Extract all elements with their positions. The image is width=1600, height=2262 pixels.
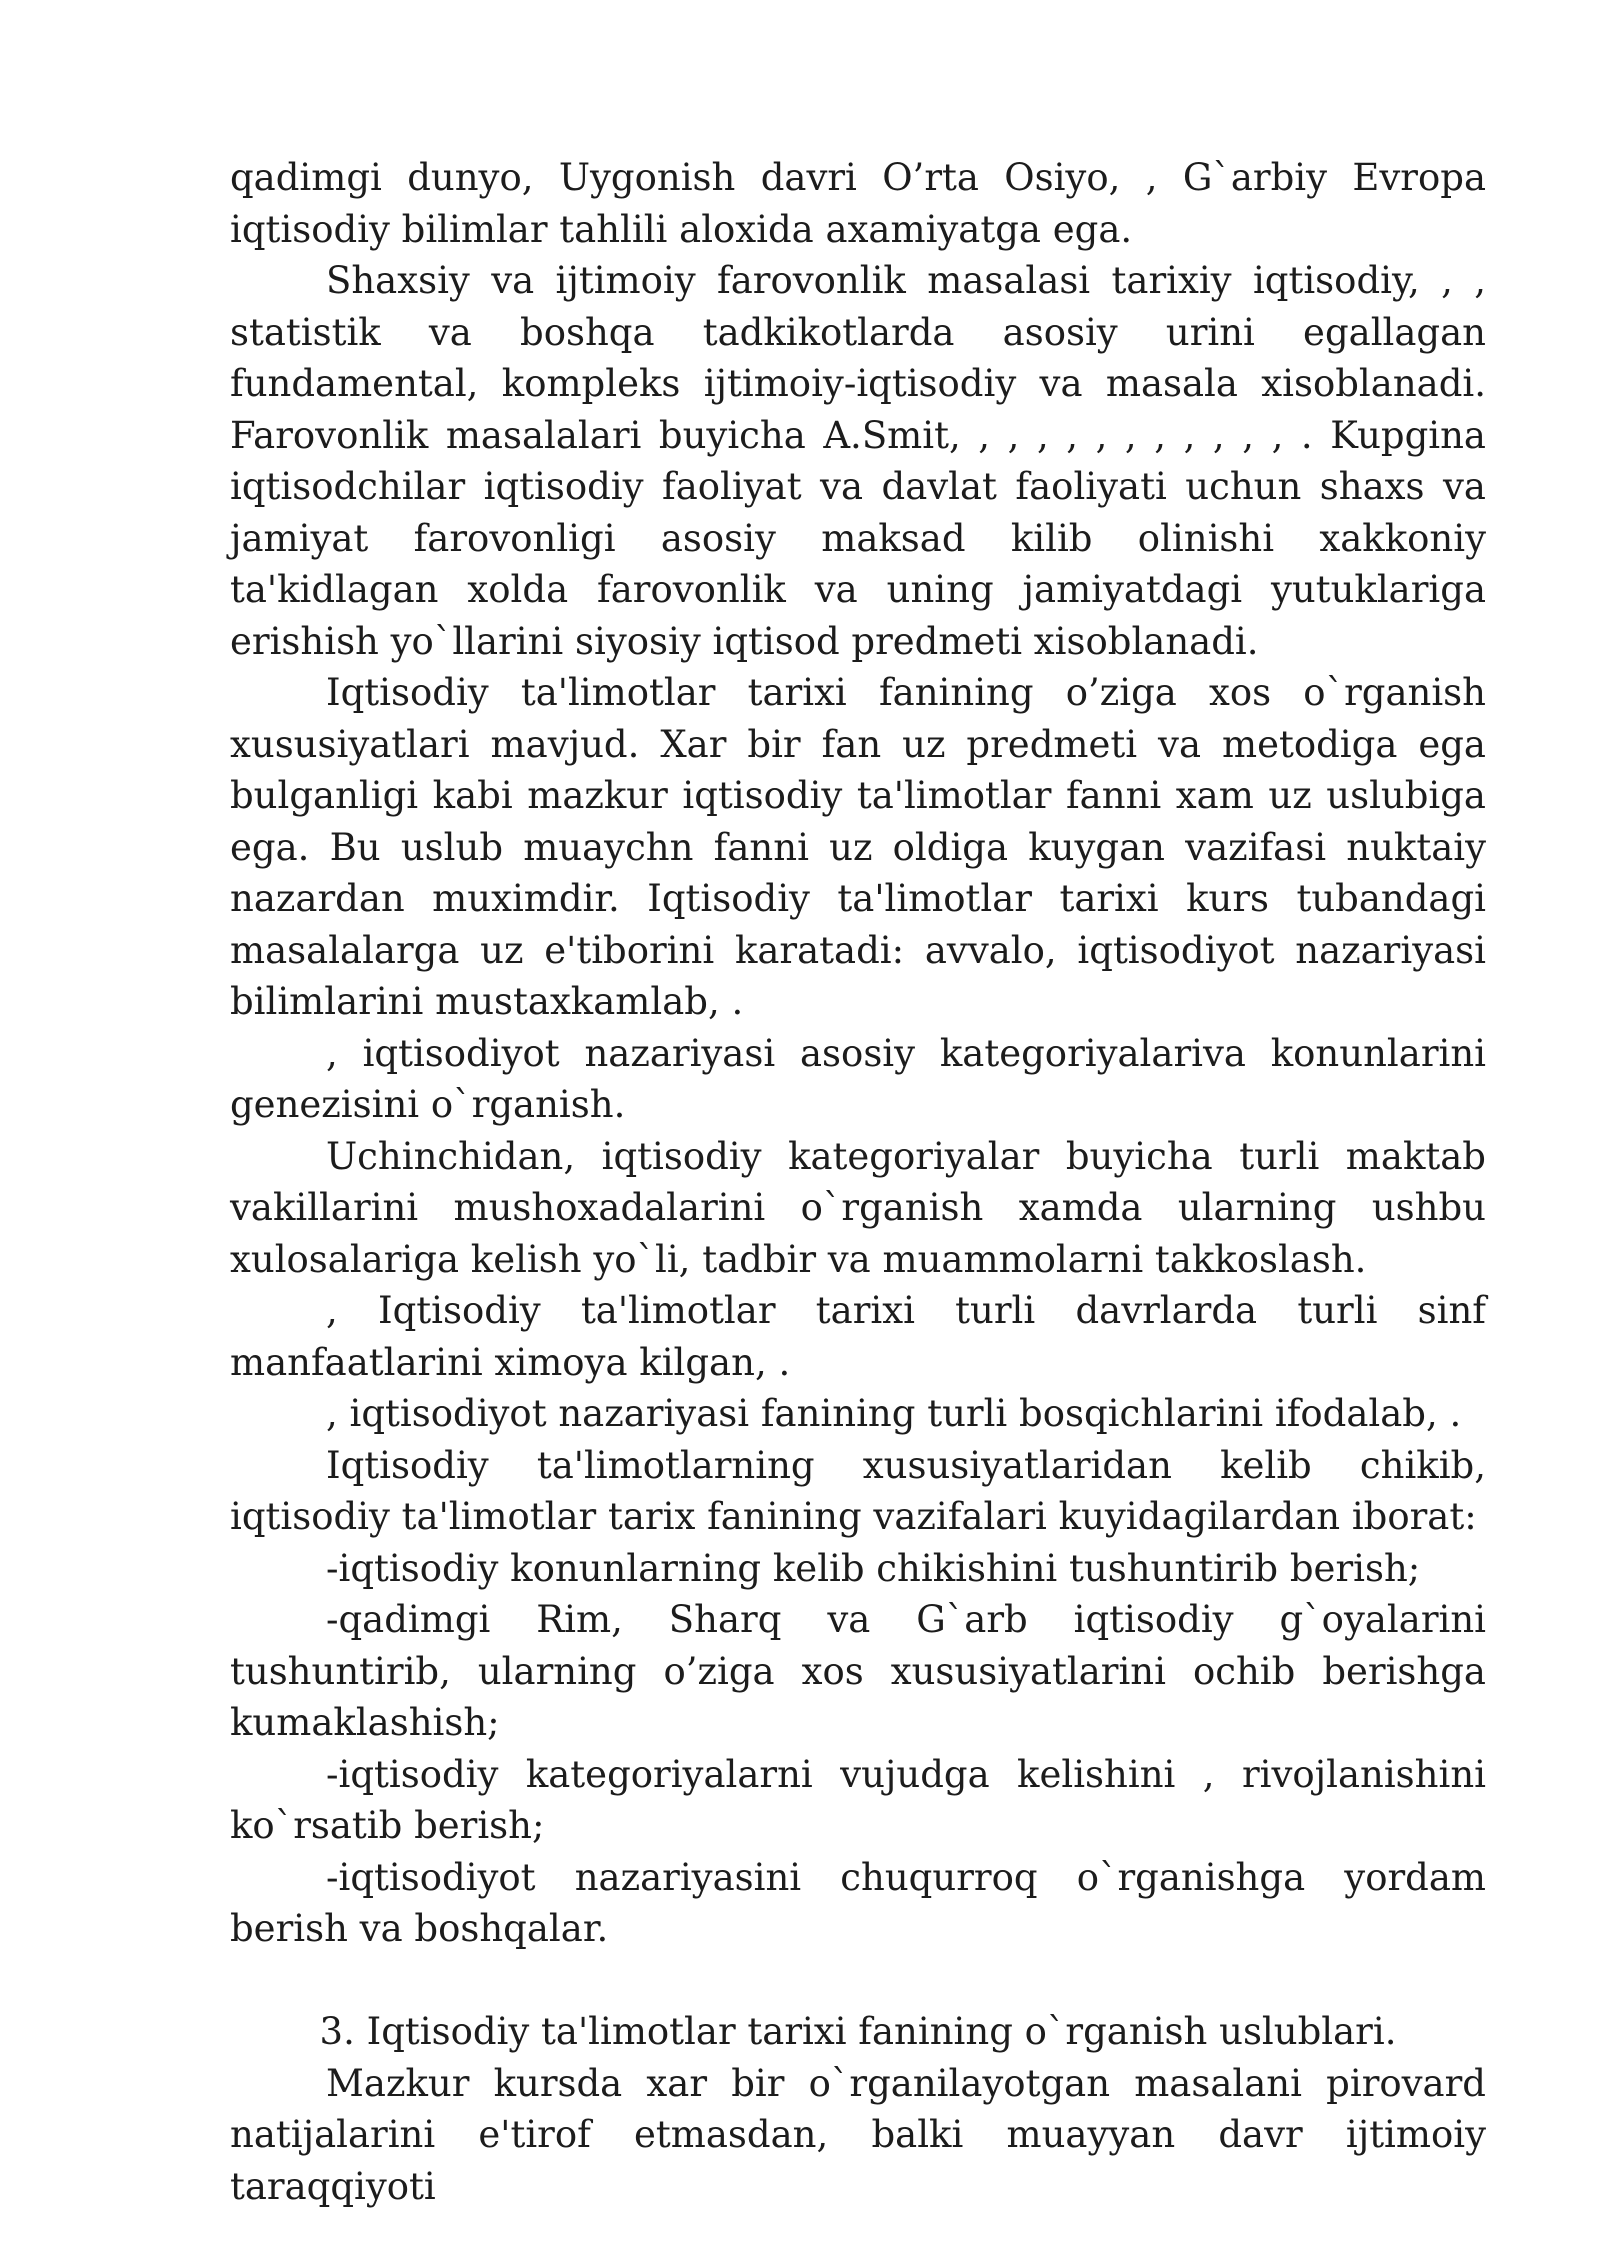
paragraph-6: , Iqtisodiy ta'limotlar tarixi turli davrlarda turli sinf manfaatlarini ximoya kilgan, .: [230, 1289, 1486, 1384]
closing-paragraph: Mazkur kursda xar bir o`rganilayotgan masalani pirovard natijalarini e'tirof etmasdan, balki muayyan davr ijtimoiy taraqqiyoti: [230, 2061, 1486, 2208]
paragraph-2: Shaxsiy va ijtimoiy farovonlik masalasi tarixiy iqtisodiy, , , statistik va boshqa tadkikotlarda asosiy urini egallagan fundamental, kompleks ijtimoiy-iqtisodiy va masala xisoblanadi. Farovonlik masalalari buyicha A.Smit, , , , , , , , , , , , . Kupgina iqtisodchilar iqtisodiy faoliyat va davlat faoliyati uchun shaxs va jamiyat farovonligi asosiy maksad kilib olinishi xakkoniy ta'kidlagan xolda farovonlik va uning jamiyatdagi yutuklariga erishish yo`llarini siyosiy iqtisod predmeti xisoblanadi.: [230, 259, 1486, 663]
section-heading: 3. Iqtisodiy ta'limotlar tarixi fanining o`rganish uslublari.: [319, 2010, 1397, 2053]
list-item-2: -qadimgi Rim, Sharq va G`arb iqtisodiy g`oyalarini tushuntirib, ularning o’ziga xos xususiyatlarini ochib berishga kumaklashish;: [230, 1598, 1486, 1744]
paragraph-5: Uchinchidan, iqtisodiy kategoriyalar buyicha turli maktab vakillarini mushoxadalarini o`rganish xamda ularning ushbu xulosalariga kelish yo`li, tadbir va muammolarni takkoslash.: [230, 1134, 1486, 1281]
paragraph-7: , iqtisodiyot nazariyasi fanining turli bosqichlarini ifodalab, .: [326, 1392, 1462, 1435]
paragraph-3: Iqtisodiy ta'limotlar tarixi fanining o’ziga xos o`rganish xususiyatlari mavjud. Xar bir fan uz predmeti va metodiga ega bulganligi kabi mazkur iqtisodiy ta'limotlar fanni xam uz uslubiga ega. Bu uslub muaychn fanni uz oldiga kuygan vazifasi nuktaiy nazardan muximdir. Iqtisodiy ta'limotlar tarixi kurs tubandagi masalalarga uz e'tiborini karatadi: avvalo, iqtisodiyot nazariyasi bilimlarini mustaxkamlab, .: [230, 671, 1486, 1023]
paragraph-8: Iqtisodiy ta'limotlarning xususiyatlaridan kelib chikib, iqtisodiy ta'limotlar tarix fanining vazifalari kuyidagilardan iborat:: [230, 1443, 1486, 1538]
paragraph-1: qadimgi dunyo, Uygonish davri O’rta Osiyo, , G`arbiy Evropa iqtisodiy bilimlar tahlili aloxida axamiyatga ega.: [230, 156, 1486, 251]
text-column: [230, 152, 1486, 2212]
list-item-1: -iqtisodiy konunlarning kelib chikishini tushuntirib berish;: [326, 1546, 1421, 1590]
paragraph-4: , iqtisodiyot nazariyasi asosiy kategoriyalariva konunlarini genezisini o`rganish.: [230, 1031, 1486, 1126]
list-item-4: -iqtisodiyot nazariyasini chuqurroq o`rganishga yordam berish va boshqalar.: [230, 1855, 1486, 1950]
list-item-3: -iqtisodiy kategoriyalarni vujudga kelishini , rivojlanishini ko`rsatib berish;: [230, 1752, 1486, 1847]
